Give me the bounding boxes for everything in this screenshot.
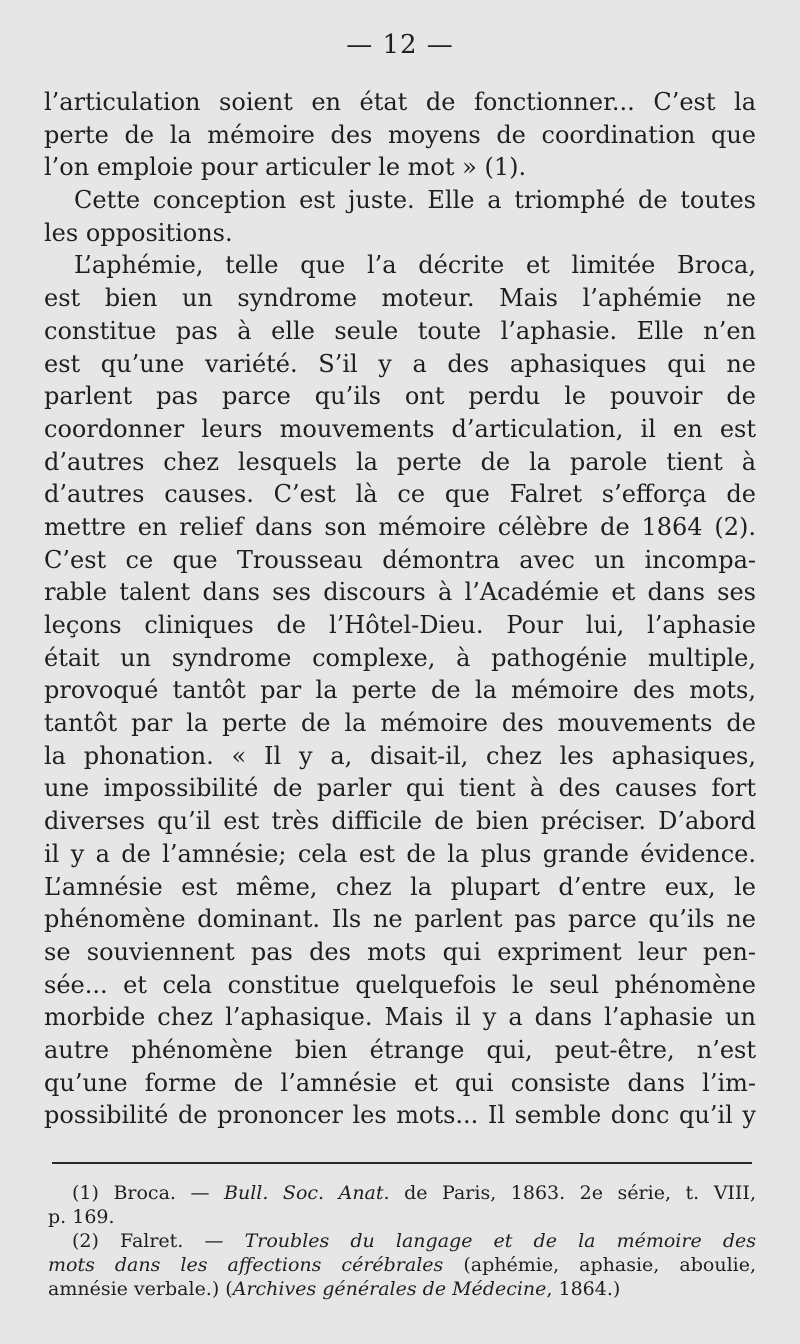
text-line: morbide chez l’aphasique. Mais il y a dans l’aphasie un xyxy=(44,1003,756,1032)
text-line: la phonation. « Il y a, disait-il, chez les aphasiques, xyxy=(44,741,756,770)
text-line: est qu’une variété. S’il y a des aphasiques qui ne xyxy=(44,349,756,378)
footnote-1-line xyxy=(48,1181,756,1205)
footnote-divider xyxy=(52,1162,752,1164)
text-line: diverses qu’il est très difficile de bien préciser. D’abord xyxy=(44,807,756,836)
text-line: l’on emploie pour articuler le mot » (1). xyxy=(44,153,527,182)
footnote-detail: (aphémie, aphasie, aboulie, xyxy=(463,1254,757,1276)
footnote-journal: Archives générales de Médecine xyxy=(232,1278,547,1300)
footnote-2-line xyxy=(48,1253,756,1277)
text-line: provoqué tantôt par la perte de la mémoire des mots, xyxy=(44,676,756,705)
text-line: est bien un syndrome moteur. Mais l’aphémie ne xyxy=(44,284,756,313)
body-text xyxy=(44,86,756,1132)
footnote-1-line: p. 169. xyxy=(48,1206,115,1228)
footnote-mark: (2) xyxy=(72,1230,99,1252)
text-line: perte de la mémoire des moyens de coordination que xyxy=(44,120,756,149)
text-line: d’autres chez lesquels la perte de la parole tient à xyxy=(44,447,756,476)
footnote-mark: (1) xyxy=(72,1182,99,1204)
footnote-author: Falret. — xyxy=(120,1230,224,1252)
footnote-author: Broca. — xyxy=(113,1182,210,1204)
text-line: L’amnésie est même, chez la plupart d’entre eux, le xyxy=(44,872,756,901)
text-line: une impossibilité de parler qui tient à des causes fort xyxy=(44,774,756,803)
text-line: qu’une forme de l’amnésie et qui consiste dans l’im- xyxy=(44,1068,756,1097)
text-line: était un syndrome complexe, à pathogénie multiple, xyxy=(44,643,756,672)
text-line: l’articulation soient en état de fonctionner... C’est la xyxy=(44,88,756,116)
footnote-title: Troubles du langage et de la mémoire des xyxy=(244,1230,756,1252)
text-line: coordonner leurs mouvements d’articulation, il en est xyxy=(44,414,756,443)
footnote-detail: amnésie verbale.) ( xyxy=(48,1278,233,1300)
footnote-2-line xyxy=(48,1277,756,1301)
text-line: autre phénomène bien étrange qui, peut-être, n’est xyxy=(44,1035,756,1064)
text-line: phénomène dominant. Ils ne parlent pas parce qu’ils ne xyxy=(44,905,756,934)
footnote-journal: Bull. Soc. Anat. xyxy=(224,1182,390,1204)
text-line: il y a de l’amnésie; cela est de la plus grande évidence. xyxy=(44,839,756,868)
text-line: parlent pas parce qu’ils ont perdu le pouvoir de xyxy=(44,382,756,411)
footnotes xyxy=(48,1181,756,1301)
text-line: possibilité de prononcer les mots... Il semble donc qu’il y xyxy=(44,1101,756,1130)
text-line: C’est ce que Trousseau démontra avec un incompa- xyxy=(44,545,756,574)
text-line: les oppositions. xyxy=(44,218,233,247)
text-line: d’autres causes. C’est là ce que Falret s’efforça de xyxy=(44,480,756,509)
text-line: leçons cliniques de l’Hôtel-Dieu. Pour lui, l’aphasie xyxy=(44,611,756,639)
text-line: mettre en relief dans son mémoire célèbre de 1864 (2). xyxy=(44,512,756,541)
text-line: constitue pas à elle seule toute l’aphasie. Elle n’en xyxy=(44,316,756,345)
footnote-detail: de Paris, 1863. 2e série, t. VIII, xyxy=(404,1182,756,1204)
footnote-title: mots dans les affections cérébrales xyxy=(48,1254,444,1276)
text-line: L’aphémie, telle que l’a décrite et limitée Broca, xyxy=(74,251,756,280)
text-line: tantôt par la perte de la mémoire des mouvements de xyxy=(44,709,756,738)
footnote-detail: , 1864.) xyxy=(546,1278,621,1300)
text-line: Cette conception est juste. Elle a triomphé de toutes xyxy=(74,186,756,215)
page-number: — 12 — xyxy=(346,30,454,60)
text-line: rable talent dans ses discours à l’Académie et dans ses xyxy=(44,578,756,607)
text-line: sée... et cela constitue quelquefois le seul phénomène xyxy=(44,970,756,999)
footnote-2-line xyxy=(48,1229,756,1253)
text-line: se souviennent pas des mots qui expriment leur pen- xyxy=(44,937,756,966)
